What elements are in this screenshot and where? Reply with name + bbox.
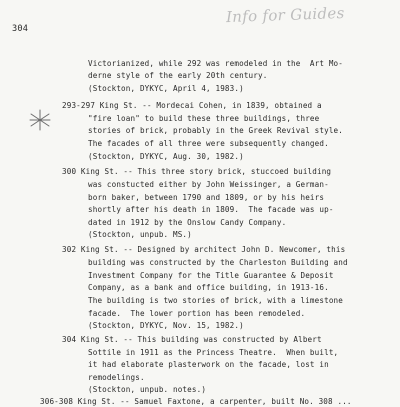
entry-line: it had elaborate plasterwork on the facade, lost in [88, 360, 329, 369]
page-number: 304 [12, 24, 29, 34]
entry-line: (Stockton, unpub. MS.) [88, 230, 192, 239]
entry-line: remodelings. [88, 373, 145, 382]
entry-line: Sottile in 1911 as the Princess Theatre. When built, [88, 348, 339, 357]
entry-line: Company, as a bank and office building, in 1913-16. [88, 283, 329, 292]
entry-line: Investment Company for the Title Guarantee & Deposit [88, 271, 334, 280]
entry-line: stories of brick, probably in the Greek Revival style. [88, 126, 343, 135]
entry-line: facade. The lower portion has been remodeled. [88, 309, 306, 318]
entry-heading-line: 306-308 King St. -- Samuel Faxtone, a carpenter, built No. 308 ... [40, 397, 352, 406]
entry-line: (Stockton, DYKYC, April 4, 1983.) [88, 84, 244, 93]
entry-line: (Stockton, unpub. notes.) [88, 385, 207, 394]
handwritten-note: Info for Guides [225, 3, 345, 27]
entry-heading-line: 304 King St. -- This building was constructed by Albert [62, 335, 322, 344]
entry-line: (Stockton, DYKYC, Nov. 15, 1982.) [88, 321, 244, 330]
entry-heading-line: 293-297 King St. -- Mordecai Cohen, in 1839, obtained a [62, 101, 322, 110]
entry-line: Victorianized, while 292 was remodeled in the Art Mo- [88, 59, 343, 68]
entry-line: born baker, between 1790 and 1809, or by his heirs [88, 193, 325, 202]
entry-heading-line: 302 King St. -- Designed by architect John D. Newcomer, this [62, 245, 346, 254]
entry-line: dated in 1912 by the Onslow Candy Company. [88, 218, 287, 227]
entry-line: The facades of all three were subsequently changed. [88, 139, 329, 148]
entry-line: was constucted either by John Weissinger, a German- [88, 180, 329, 189]
entry-heading-line: 300 King St. -- This three story brick, stuccoed building [62, 167, 332, 176]
entry-line: The building is two stories of brick, with a limestone [88, 296, 343, 305]
entry-line: building was constructed by the Charleston Building and [88, 258, 348, 267]
entry-line: "fire loan" to build these three buildings, three [88, 114, 320, 123]
entry-line: derne style of the early 20th century. [88, 71, 268, 80]
entry-line: (Stockton, DYKYC, Aug. 30, 1982.) [88, 152, 244, 161]
entry-line: shortly after his death in 1809. The facade was up- [88, 205, 334, 214]
